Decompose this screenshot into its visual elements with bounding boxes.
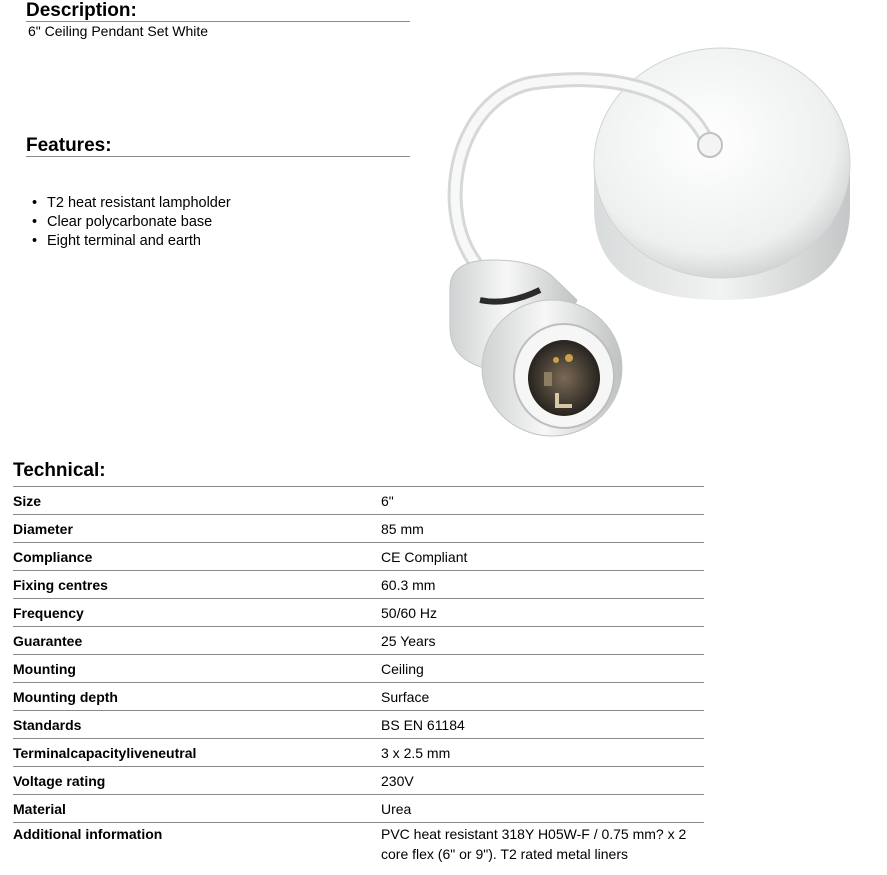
spec-label: Guarantee [13, 632, 83, 649]
feature-item [30, 213, 231, 232]
technical-table [13, 486, 704, 864]
spec-value: 85 mm [381, 520, 424, 537]
description-text: 6" Ceiling Pendant Set White [28, 23, 209, 39]
feature-text: Eight terminal and earth [47, 233, 201, 249]
description-divider [26, 21, 410, 22]
spec-value: 50/60 Hz [381, 604, 438, 621]
spec-label: Voltage rating [13, 772, 106, 789]
table-row [13, 739, 704, 767]
feature-item [30, 194, 231, 213]
spec-label: Mounting [13, 660, 76, 677]
spec-label: Size [13, 492, 42, 509]
table-row [13, 795, 704, 823]
table-row [13, 599, 704, 627]
features-list [30, 194, 231, 251]
table-row [13, 683, 704, 711]
spec-value: 6" [381, 492, 394, 509]
feature-text: Clear polycarbonate base [47, 214, 213, 230]
spec-value: Surface [381, 688, 430, 705]
bullet-icon: • [32, 195, 38, 211]
bullet-icon: • [32, 214, 38, 230]
spec-label: Frequency [13, 604, 84, 621]
spec-label: Terminalcapacityliveneutral [13, 744, 197, 761]
table-row [13, 543, 704, 571]
spec-value: CE Compliant [381, 548, 468, 565]
table-row [13, 823, 704, 865]
spec-label: Additional information [13, 826, 163, 842]
spec-value: 25 Years [381, 632, 436, 649]
technical-heading: Technical: [13, 460, 106, 481]
spec-label: Material [13, 800, 66, 817]
spec-value: PVC heat resistant 318Y H05W-F / 0.75 mm? x 2 core flex (6" or 9"). T2 rated metal liners [381, 826, 687, 862]
cable-grommet [698, 133, 722, 157]
spec-value: Urea [381, 800, 412, 817]
spec-label: Fixing centres [13, 576, 108, 593]
table-row [13, 655, 704, 683]
spec-label: Mounting depth [13, 688, 118, 705]
spec-label: Standards [13, 716, 82, 733]
table-row [13, 487, 704, 515]
features-divider [26, 156, 410, 157]
table-row [13, 767, 704, 795]
product-image [432, 38, 862, 443]
bullet-icon: • [32, 233, 38, 249]
table-row [13, 711, 704, 739]
description-heading: Description: [26, 0, 137, 21]
feature-text: T2 heat resistant lampholder [47, 195, 231, 211]
spec-label: Diameter [13, 520, 73, 537]
table-row [13, 627, 704, 655]
spec-label: Compliance [13, 548, 93, 565]
spec-value: BS EN 61184 [381, 716, 465, 733]
table-row [13, 515, 704, 543]
spec-value: 60.3 mm [381, 576, 436, 593]
feature-item [30, 232, 231, 251]
spec-value: 3 x 2.5 mm [381, 744, 451, 761]
spec-value: Ceiling [381, 660, 424, 677]
table-row [13, 571, 704, 599]
features-heading: Features: [26, 135, 112, 156]
spec-value: 230V [381, 772, 414, 789]
